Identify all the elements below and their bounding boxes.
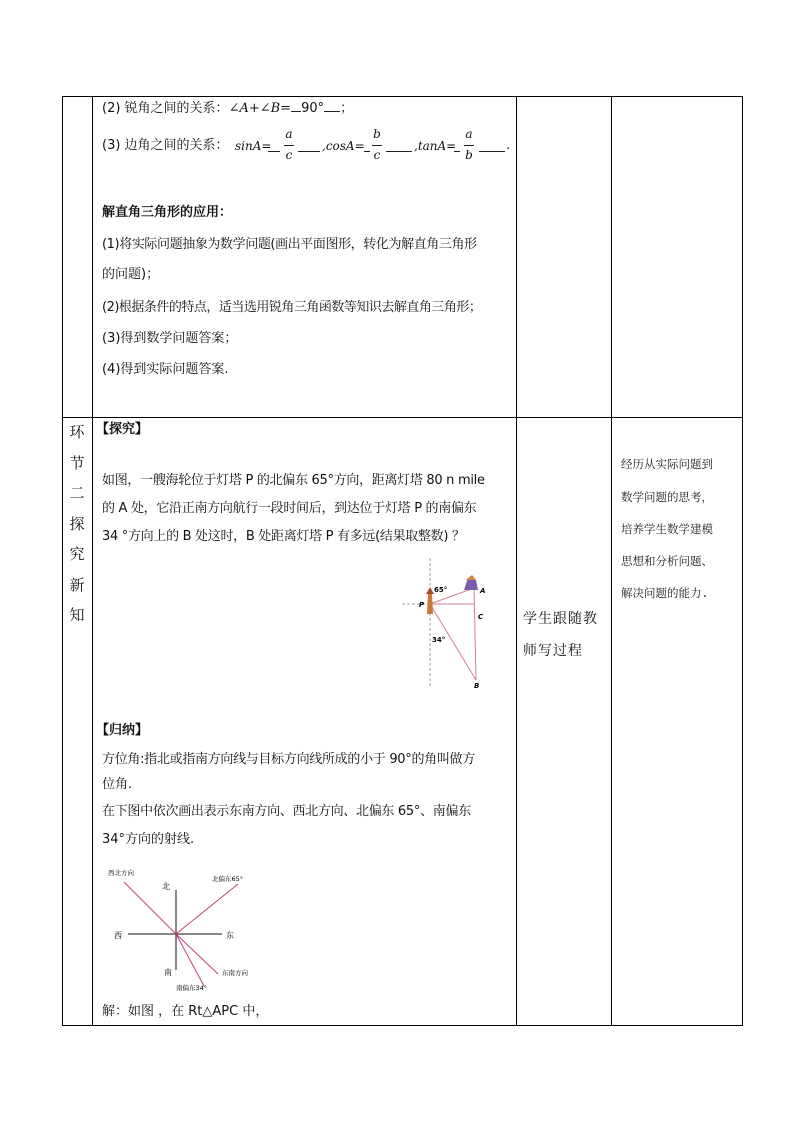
summary-heading: 【归纳】 (96, 723, 149, 738)
sides-relation: (3) 边角之间的关系： (102, 138, 229, 153)
label-northwest: 西北方向 (108, 869, 134, 877)
section-label-char: 知 (69, 606, 85, 624)
tan-blank-right (479, 137, 505, 152)
sin-denominator: c (285, 148, 293, 162)
label-north-east-65: 北偏东65° (212, 875, 244, 883)
summary-line-4: 34°方向的射线. (102, 832, 195, 847)
cos-blank-right (386, 137, 412, 152)
point-c-label: C (478, 613, 484, 621)
student-activity-line-2: 师写过程 (523, 643, 583, 659)
ray-north-east-65 (176, 884, 238, 934)
label-west: 西 (114, 931, 122, 940)
lighthouse-icon (427, 594, 433, 614)
lighthouse-figure (400, 558, 510, 690)
row-divider (62, 417, 743, 418)
angle-34-label: 34° (432, 636, 446, 644)
application-step1-line2: 的问题)； (102, 267, 160, 282)
cos-denominator: c (373, 148, 381, 162)
col-border-content (516, 96, 517, 1026)
relations-end: . (506, 138, 511, 153)
sin-blank-left (268, 137, 280, 152)
tan-blank-left (454, 137, 460, 152)
lighthouse-top-icon (426, 587, 434, 594)
problem-line-3: 34 °方向上的 B 处这时，B 处距离灯塔 P 有多远(结果取整数) ？ (102, 529, 465, 544)
design-intent-line: 数学问题的思考， (621, 490, 713, 504)
ship-deck-icon (466, 575, 476, 580)
application-step4: (4)得到实际问题答案. (102, 362, 229, 377)
col-border-activity (611, 96, 612, 1026)
ray-southeast (176, 934, 218, 974)
tan-denominator: b (465, 148, 473, 162)
point-p-label: P (419, 601, 425, 609)
section-label-char: 究 (69, 545, 85, 563)
summary-line-3: 在下图中依次画出表示东南方向、西北方向、北偏东 65°、南偏东 (102, 804, 471, 819)
design-intent-line: 经历从实际问题到 (621, 457, 713, 471)
tan-numerator: a (465, 127, 473, 141)
cos-numerator: b (373, 127, 381, 141)
problem-line-2: 的 A 处，它沿正南方向航行一段时间后，到达位于灯塔 P 的南偏东 (102, 501, 477, 516)
student-activity-line-1: 学生跟随教 (523, 611, 598, 627)
point-b-label: B (474, 682, 480, 690)
label-south-east-34: 南偏东34° (176, 984, 208, 992)
design-intent-line: 解决问题的能力. (621, 586, 709, 600)
section-label-char: 环 (69, 423, 85, 441)
section-label-char: 二 (69, 484, 85, 502)
application-heading: 解直角三角形的应用： (102, 205, 233, 220)
sin-fraction-bar (284, 145, 294, 146)
design-intent-line: 培养学生数学建模 (621, 522, 713, 536)
label-south: 南 (164, 968, 172, 977)
tan-label: ,tanA= (414, 139, 457, 153)
sin-blank-right (298, 137, 320, 152)
section-label-char: 节 (69, 454, 85, 472)
compass-figure (104, 868, 264, 996)
label-southeast: 东南方向 (222, 969, 248, 977)
col-border-label (92, 96, 93, 1026)
ray-south-east-34 (176, 934, 204, 986)
table-bottom-border (62, 1025, 743, 1026)
design-intent-line: 思想和分析问题、 (621, 554, 713, 568)
application-step3: (3)得到数学问题答案； (102, 331, 238, 346)
label-north: 北 (162, 882, 170, 891)
sin-numerator: a (285, 127, 293, 141)
cos-fraction-bar (372, 145, 382, 146)
label-east: 东 (226, 931, 234, 940)
angles-relation: (2) 锐角之间的关系：∠A+∠B= 90° ； (102, 97, 353, 119)
angles-value: 90° (301, 101, 325, 116)
point-a-label: A (480, 587, 486, 595)
application-step1-line1: (1)将实际问题抽象为数学问题(画出平面图形，转化为解直角三角形 (102, 237, 477, 252)
sin-label: sinA= (235, 139, 272, 153)
cos-label: ,cosA= (322, 139, 365, 153)
application-step2: (2)根据条件的特点，适当选用锐角三角函数等知识去解直角三角形； (102, 300, 482, 315)
angle-65-label: 65° (434, 586, 448, 594)
col-border-right (742, 96, 743, 1026)
problem-line-1: 如图，一艘海轮位于灯塔 P 的北偏东 65°方向，距离灯塔 80 n mile (102, 473, 485, 488)
summary-line-1: 方位角:指北或指南方向线与目标方向线所成的小于 90°的角叫做方 (102, 752, 475, 767)
line-ab (474, 588, 476, 680)
section-label-char: 探 (69, 515, 85, 533)
explore-heading: 【探究】 (96, 422, 149, 437)
solution-line: 解：如图 ，在 Rt△APC 中， (102, 1004, 269, 1019)
summary-line-2: 位角. (102, 777, 133, 792)
section-label-char: 新 (69, 576, 85, 594)
tan-fraction-bar (464, 145, 474, 146)
col-border-left (62, 96, 63, 1026)
